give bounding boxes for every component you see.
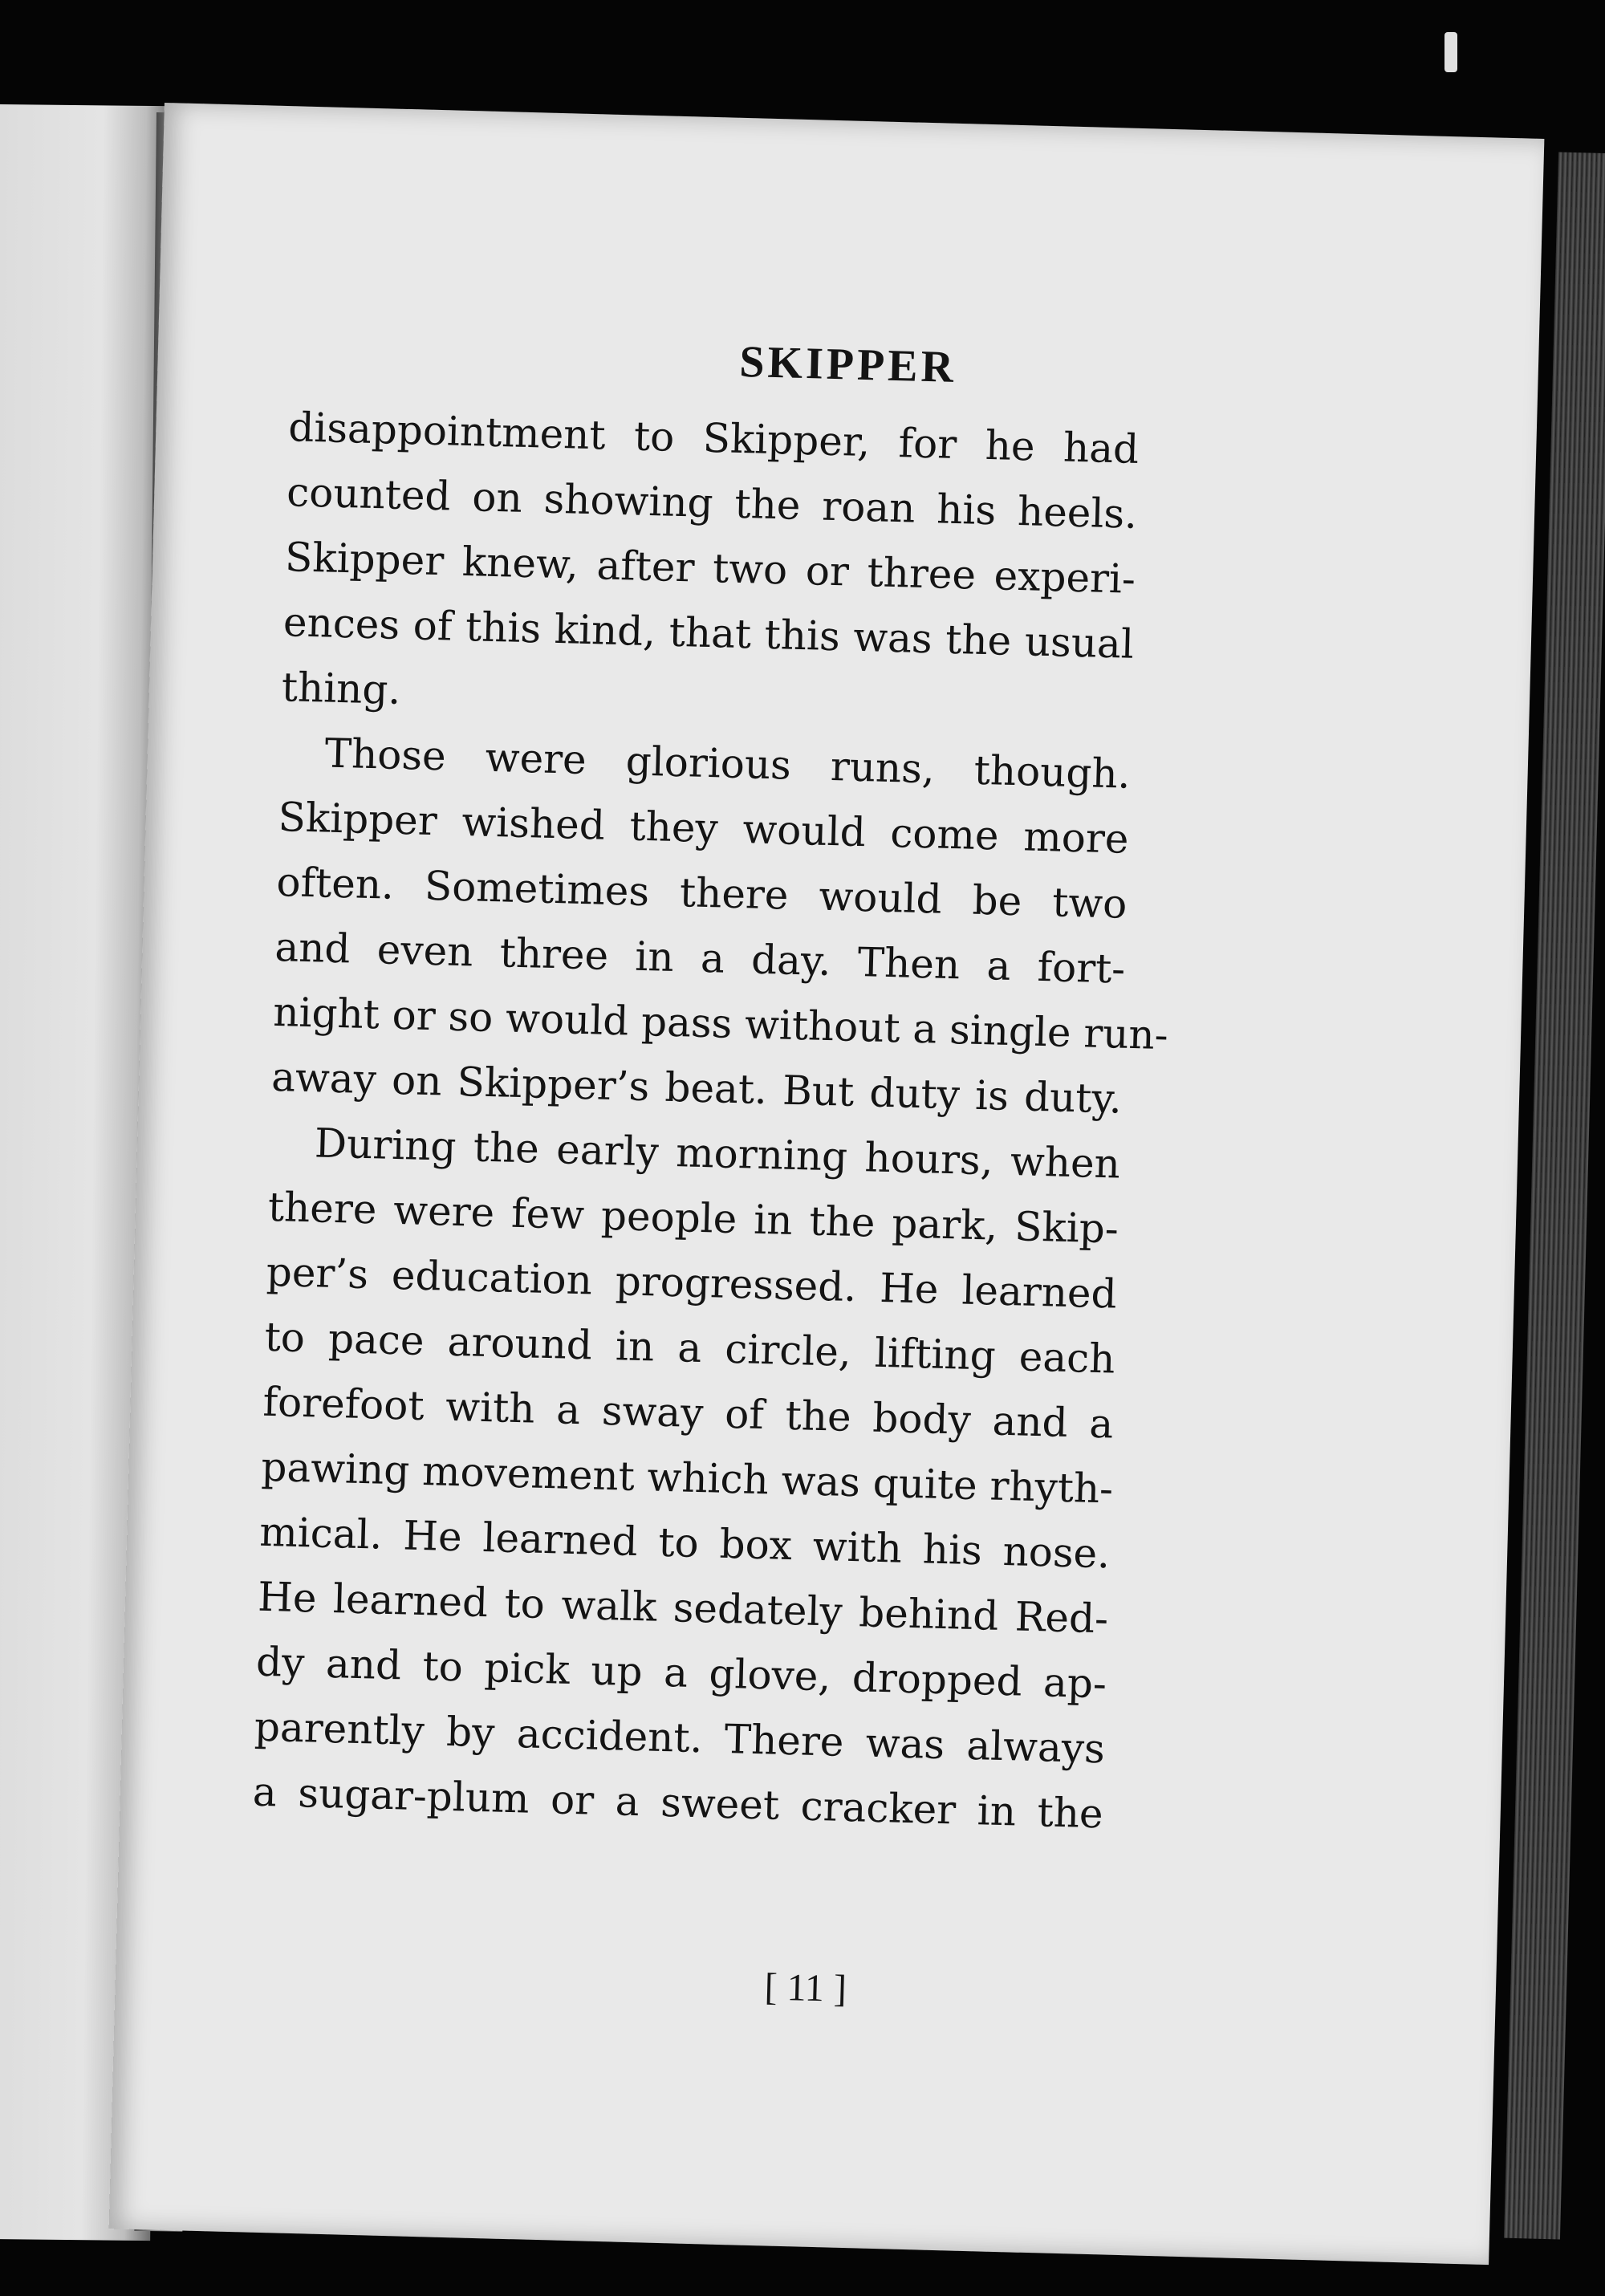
text-line: He learned to walk sedately behind Red- bbox=[257, 1573, 1109, 1643]
text-line: away on Skipper’s beat. But duty is duty. bbox=[270, 1053, 1123, 1123]
text-line: there were few people in the park, Skip- bbox=[267, 1183, 1119, 1253]
text-line: Skipper knew, after two or three experi- bbox=[284, 534, 1136, 603]
text-line: often. Sometimes there would be two bbox=[275, 858, 1128, 928]
text-line: Those were glorious runs, though. bbox=[324, 729, 1132, 798]
book-page bbox=[109, 103, 1545, 2265]
text-line: and even three in a day. Then a fort- bbox=[274, 923, 1126, 993]
text-line: counted on showing the roan his heels. bbox=[286, 469, 1138, 538]
text-line: to pace around in a circle, lifting each bbox=[264, 1313, 1116, 1383]
text-line: ences of this kind, that this was the usual bbox=[282, 599, 1135, 668]
text-line: forefoot with a sway of the body and a bbox=[262, 1378, 1115, 1448]
scan-artifact bbox=[1444, 32, 1457, 72]
text-line: thing. bbox=[281, 664, 402, 713]
text-line: pawing movement which was quite rhyth- bbox=[260, 1443, 1114, 1513]
text-line: parently by accident. There was always bbox=[254, 1703, 1106, 1773]
running-head: SKIPPER bbox=[738, 336, 957, 392]
text-line: a sugar-plum or a sweet cracker in the bbox=[252, 1768, 1104, 1838]
text-line: mical. He learned to box with his nose. bbox=[258, 1508, 1111, 1578]
page-number: [ 11 ] bbox=[764, 1965, 847, 2011]
text-line: Skipper wished they would come more bbox=[277, 794, 1130, 863]
text-line: per’s education progressed. He learned bbox=[266, 1248, 1118, 1318]
text-line: During the early morning hours, when bbox=[314, 1120, 1121, 1188]
page-body-text bbox=[252, 395, 1169, 1847]
text-line: disappointment to Skipper, for he had bbox=[287, 404, 1140, 473]
text-line: dy and to pick up a glove, dropped ap- bbox=[255, 1638, 1107, 1708]
text-line: night or so would pass without a single run- bbox=[272, 988, 1169, 1059]
